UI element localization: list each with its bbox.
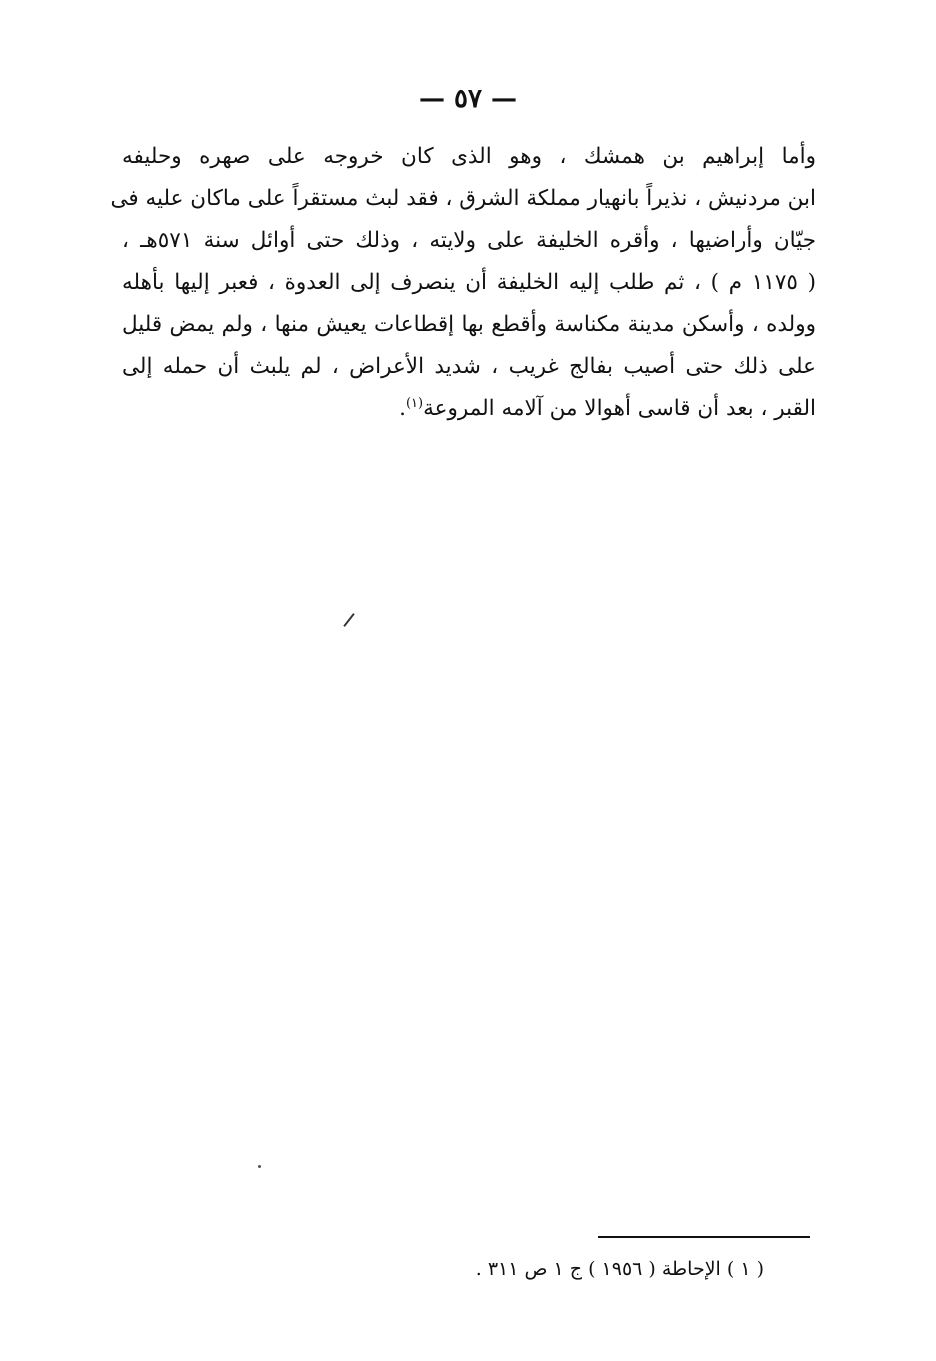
scan-speck <box>258 1165 261 1168</box>
paragraph-line: جيّان وأراضيها ، وأقره الخليفة على ولايته ، وذلك حتى أوائل سنة ٥٧١هـ ، <box>122 228 816 253</box>
footnote-reference: (١) <box>405 395 424 411</box>
footnote-divider <box>598 1236 810 1238</box>
footnote: ( ١ ) الإحاطة ( ١٩٥٦ ) ج ١ ص ٣١١ . <box>475 1258 764 1280</box>
stray-pen-mark <box>343 613 354 627</box>
paragraph-line: ابن مردنيش ، نذيراً بانهيار مملكة الشرق ، فقد لبث مستقراً على ماكان عليه فى <box>110 186 816 211</box>
paragraph-line: ( ١١٧٥ م ) ، ثم طلب إليه الخليفة أن ينصرف إلى العدوة ، فعبر إليها بأهله <box>122 270 816 295</box>
sentence-period: . <box>399 396 406 421</box>
paragraph-line-text: القبر ، بعد أن قاسى أهوالا من آلامه المروعة <box>423 396 816 421</box>
paragraph-last-line <box>122 388 816 430</box>
paragraph-line: على ذلك حتى أصيب بفالج غريب ، شديد الأعراض ، لم يلبث أن حمله إلى <box>122 354 816 379</box>
body-paragraph <box>110 136 816 430</box>
page-number: — ٥٧ — <box>418 84 518 114</box>
paragraph-line: وأما إبراهيم بن همشك ، وهو الذى كان خروجه على صهره وحليفه <box>122 144 816 169</box>
paragraph-line: وولده ، وأسكن مدينة مكناسة وأقطع بها إقطاعات يعيش منها ، ولم يمض قليل <box>122 312 816 337</box>
